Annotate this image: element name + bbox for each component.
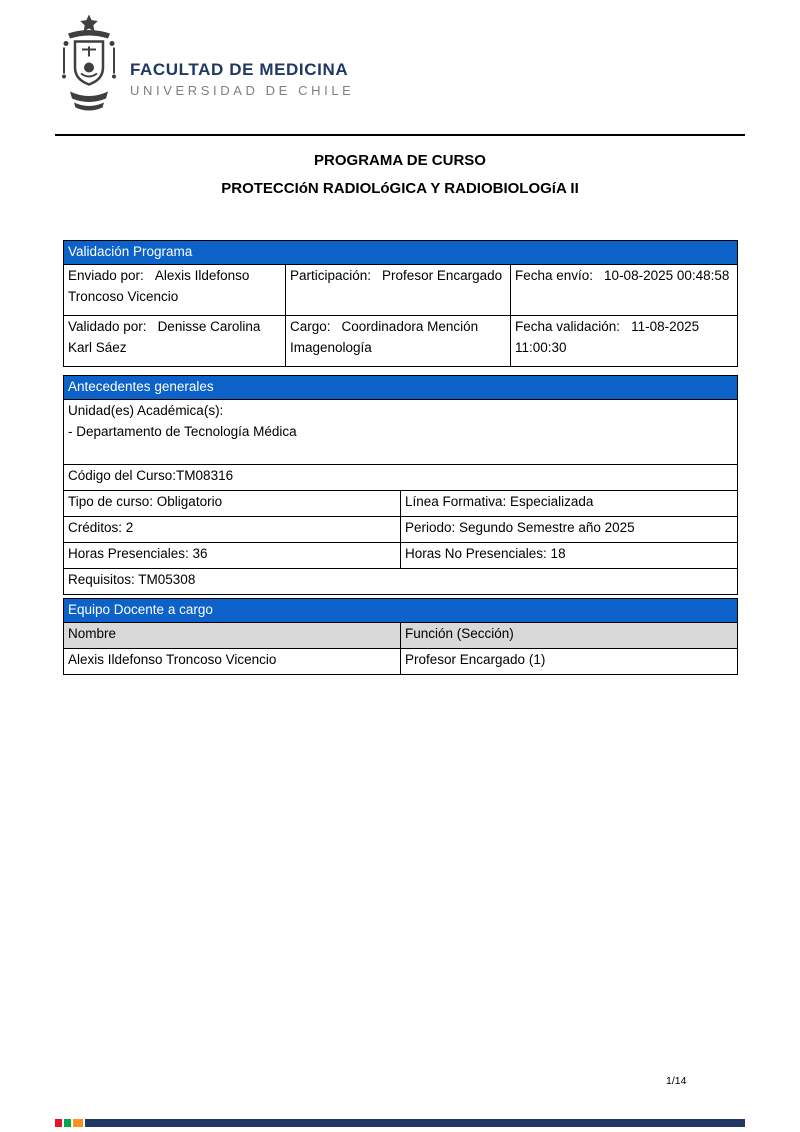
table-row — [64, 649, 738, 675]
field-label: Cargo: — [290, 319, 331, 335]
table-row — [64, 265, 738, 316]
field-value: 11-08-2025 11:00:30 — [515, 319, 700, 355]
field-value: Coordinadora Mención Imagenología — [290, 319, 479, 355]
field-value: 10-08-2025 00:48:58 — [604, 268, 730, 284]
tipo-curso-cell: Tipo de curso: Obligatorio — [64, 491, 401, 517]
horas-presenciales-cell: Horas Presenciales: 36 — [64, 543, 401, 569]
footer-bar-orange-segment — [73, 1119, 83, 1127]
table-header-row — [64, 241, 738, 265]
field-label: Participación: — [290, 268, 372, 284]
university-name: UNIVERSIDAD DE CHILE — [130, 83, 355, 98]
faculty-name: FACULTAD DE MEDICINA — [130, 60, 349, 79]
institution-names — [130, 60, 354, 98]
antecedentes-table — [63, 375, 738, 595]
header-divider — [55, 134, 745, 136]
field-value: Denisse Carolina Karl Sáez — [68, 319, 261, 355]
field-value: Alexis Ildefonso Troncoso Vicencio — [68, 268, 250, 304]
course-name-title: PROTECCIóN RADIOLóGICA Y RADIOBIOLOGíA II — [221, 179, 579, 197]
unidad-academica-value: - Departamento de Tecnología Médica — [68, 423, 297, 439]
footer-bar-navy-segment — [85, 1119, 745, 1127]
validation-table — [63, 240, 738, 367]
document-header — [60, 13, 354, 117]
table-subheader-row — [64, 623, 738, 649]
docente-nombre-cell: Alexis Ildefonso Troncoso Vicencio — [64, 649, 401, 675]
requisitos-cell: Requisitos: TM05308 — [64, 569, 738, 595]
page-number: 1/14 — [666, 1075, 687, 1087]
participacion-cell — [286, 265, 511, 316]
field-label: Fecha validación: — [515, 319, 621, 335]
table-row — [64, 543, 738, 569]
fecha-validacion-cell — [511, 316, 738, 367]
fecha-envio-cell — [511, 265, 738, 316]
program-title: PROGRAMA DE CURSO — [314, 152, 486, 169]
table-row — [64, 400, 738, 465]
docente-funcion-cell: Profesor Encargado (1) — [401, 649, 738, 675]
table-header-row — [64, 376, 738, 400]
field-label: Validado por: — [68, 319, 147, 335]
title-block — [0, 147, 800, 203]
unidad-academica-label: Unidad(es) Académica(s): — [68, 403, 224, 419]
creditos-cell: Créditos: 2 — [64, 517, 401, 543]
periodo-cell: Periodo: Segundo Semestre año 2025 — [401, 517, 738, 543]
table-row — [64, 316, 738, 367]
table-header-row — [64, 599, 738, 623]
validation-table-title: Validación Programa — [64, 241, 738, 265]
university-crest-icon — [60, 13, 118, 117]
cargo-cell — [286, 316, 511, 367]
column-header-funcion: Función (Sección) — [401, 623, 738, 649]
unidad-academica-cell — [64, 400, 738, 465]
field-label: Enviado por: — [68, 268, 144, 284]
table-row — [64, 491, 738, 517]
field-label: Fecha envío: — [515, 268, 594, 284]
horas-no-presenciales-cell: Horas No Presenciales: 18 — [401, 543, 738, 569]
validado-por-cell — [64, 316, 286, 367]
field-value: Profesor Encargado — [382, 268, 503, 284]
table-row — [64, 517, 738, 543]
antecedentes-table-title: Antecedentes generales — [64, 376, 738, 400]
enviado-por-cell — [64, 265, 286, 316]
equipo-table-title: Equipo Docente a cargo — [64, 599, 738, 623]
footer-bar-green-segment — [64, 1119, 71, 1127]
codigo-curso-cell: Código del Curso:TM08316 — [64, 465, 738, 491]
table-row — [64, 569, 738, 595]
equipo-docente-table — [63, 598, 738, 675]
footer-bar-red-segment — [55, 1119, 62, 1127]
column-header-nombre: Nombre — [64, 623, 401, 649]
linea-formativa-cell: Línea Formativa: Especializada — [401, 491, 738, 517]
footer-brand-bar — [55, 1119, 745, 1127]
table-row — [64, 465, 738, 491]
